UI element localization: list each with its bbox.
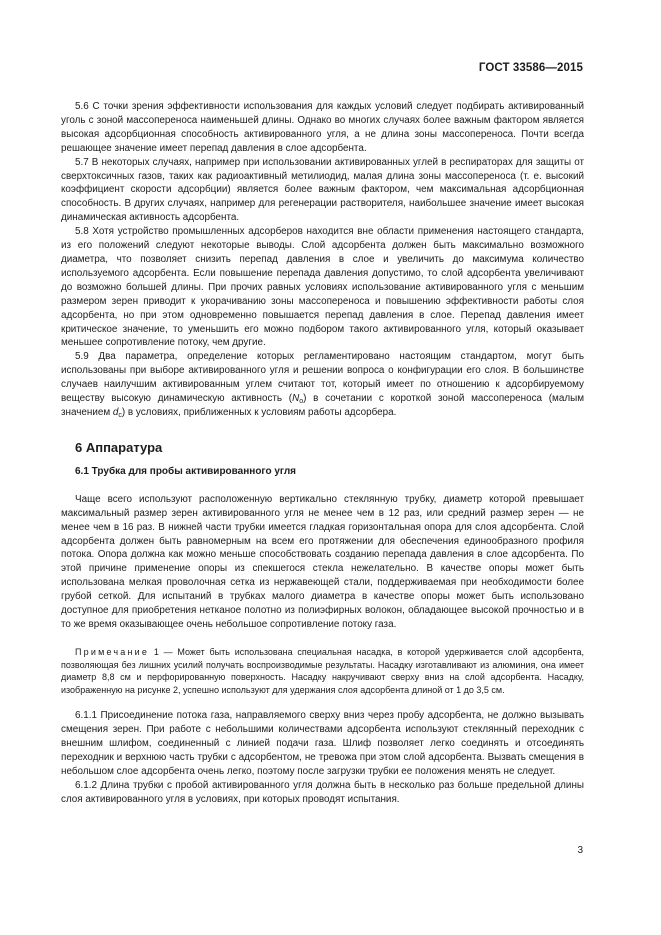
paragraph-6-1-2: 6.1.2 Длина трубки с пробой активированного угля должна быть в несколько раз больше предельной длины слоя активированного угля в условиях, при которых проводят испытания.	[61, 779, 584, 805]
symbol-n-subscript: o	[299, 398, 304, 406]
page-number: 3	[577, 845, 583, 856]
paragraph-5-9-part1: 5.9 Два параметра, определение которых регламентировано настоящим стандартом, могут быть использованы при выборе активированного угля и решении вопроса о конфигурации его слоя. В большинстве случаев наилучшим активированным углем считают тот, который имеет по отношению к адсорбируемому веществу высокую динамическую активность (	[61, 351, 584, 405]
symbol-d: d	[112, 406, 119, 418]
page-content	[61, 100, 584, 807]
section-6-title: 6 Аппаратура	[75, 439, 163, 455]
note-text: 1 — Может быть использована специальная насадка, в которой удерживается слой адсорбента, позволяющая без лишних усилий получать воспроизводимые результаты. Насадку изготавливают из алюминия, она имеет диаметр 8,8 см и перфорированную поверхность. Насадку накручивают сверху вниз на слой адсорбента. Насадку, изображенную на рисунке 2, успешно используют для удержания слоя адсорбента длиной от 1 до 3,5 см.	[61, 646, 584, 695]
paragraph-6-1: Чаще всего используют расположенную вертикально стеклянную трубку, диаметр которой превышает максимальный размер зерен активированного угля не менее чем в 12 раз, или средний размер зерен — не менее чем в 16 раз. В нижней части трубки имеется гладкая горизонтальная опора для слоя адсорбента. Слой адсорбента должен быть равномерным на всем его протяжении для обеспечения единообразного профиля потока. Опора должна как можно меньше способствовать созданию перепада давления в слое адсорбента. По этой причине применение опоры из спекшегося стекла нежелательно. В качестве опоры может быть использована мелкая проволочная сетка из нержавеющей стали, поддерживаемая при необходимости более грубой сеткой. Для испытаний в трубках малого диаметра в качестве опоры может быть использовано доступное для приобретения нетканое полотно из полиэфирных волокон, обладающее высокой прочностью и в то же время оказывающее очень небольшое сопротивление потоку газа.	[61, 493, 584, 630]
paragraph-6-1-1: 6.1.1 Присоединение потока газа, направляемого сверху вниз через пробу адсорбента, не должно вызывать смещения зерен. При работе с небольшими количествами адсорбента используют стеклянный переходник с внешним шлифом, соединенный с линией подачи газа. Шлиф позволяет легко соединять и отсоединять переходник и верхнюю часть трубки с адсорбентом, не тревожа при этом слой адсорбента. Вызвать смещения в небольшом слое адсорбента очень легко, поэтому после загрузки трубки ее положения менять не следует.	[61, 710, 584, 777]
paragraph-5-9-part2: ) в сочетании с короткой зоной массопереноса (малым значением	[61, 393, 584, 418]
note-label: Примечание	[75, 646, 150, 657]
paragraph-5-6: 5.6 С точки зрения эффективности использования для каждых условий следует подбирать активированный уголь с зоной массопереноса наименьшей длины. Однако во многих случаях более важным фактором является высокая адсорбционная способность активированного угля, а не длина зоны массопереноса. Почти всегда решающее значение имеет перепад давления в слое адсорбента.	[61, 101, 584, 154]
document-code: ГОСТ 33586—2015	[478, 62, 583, 74]
paragraph-5-9-part3: ) в условиях, приближенных к условиям работы адсорбера.	[121, 406, 397, 418]
paragraph-5-7: 5.7 В некоторых случаях, например при использовании активированных углей в респираторах для защиты от сверхтоксичных газов, таких как радиоактивный метилиодид, малая длина зоны массопереноса (т. е. высокий коэффициент скорости адсорбции) является более важным фактором, чем максимальная адсорбционная способность. В других случаях, например для регенерации растворителя, наибольшее значение имеет высокая динамическая активность адсорбента.	[61, 156, 584, 224]
subsection-6-1-title: 6.1 Трубка для пробы активированного угля	[75, 465, 297, 477]
paragraph-5-9	[61, 350, 584, 420]
symbol-d-subscript: c	[118, 411, 122, 419]
paragraph-5-8: 5.8 Хотя устройство промышленных адсорберов находится вне области применения настоящего стандарта, из его положений следуют некоторые выводы. Слой адсорбента должен быть максимально возможного диаметра, что позволяет снизить перепад давления в слое и увеличить до максимума количество используемого адсорбента. Если повышение перепада давления допустимо, то слой адсорбента увеличивают до возможно большей длины. При прочих равных условиях использование активированного угля с меньшим размером зерен приводит к укорачиванию зоны массопереноса и повышению эффективности работы слоя адсорбента, но при этом одновременно повышается перепад давления в слое. Перепад давления имеет критическое значение, то уменьшить его можно подбором такого активированного угля, который оказывает меньшее сопротивление потоку, чем другие.	[61, 226, 584, 349]
symbol-n: N	[292, 393, 300, 405]
note-1	[61, 646, 584, 696]
